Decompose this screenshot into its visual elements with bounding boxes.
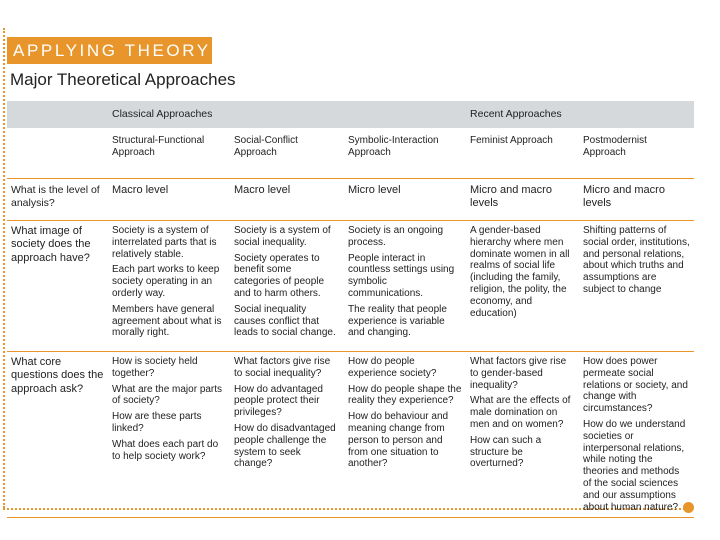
cell-paragraph: Society is a system of interrelated parts that is relatively stable. [112,225,217,260]
table-cell [108,352,230,518]
cell-paragraph: How does power permeate social relations or society, and change with circumstances? [583,356,688,415]
cell-paragraph: How do we understand societies or interpersonal relations, while noting the theories and methods of the social sciences and our assumptions about human nature? [583,418,686,513]
empty-name-cell [7,128,108,179]
table-cell [230,352,344,518]
cell-paragraph: What are the effects of male domination on men and on women? [470,395,571,430]
recent-group-header: Recent Approaches [466,101,694,128]
table-cell [344,352,466,518]
left-dotted-border [3,28,5,508]
cell-paragraph: How do advantaged people protect their privileges? [234,383,323,419]
cell-paragraph: How do disadvantaged people challenge the system to seek change? [234,422,336,470]
table-cell: Micro level [344,179,466,221]
cell-paragraph: Society operates to benefit some categories of people and to harm others. [234,252,325,299]
table-cell [344,221,466,352]
approach-name: Social-Conflict Approach [230,128,344,179]
cell-paragraph: What does each part do to help society work? [112,438,219,462]
approach-name: Feminist Approach [466,128,579,179]
cell-paragraph: The reality that people experience is variable and changing. [348,303,447,339]
empty-corner-cell [7,101,108,128]
cell-paragraph: What factors give rise to social inequality? [234,356,331,379]
table-cell [579,221,694,352]
classical-group-header: Classical Approaches [108,101,466,128]
table-cell [466,352,579,518]
cell-paragraph: Social inequality causes conflict that leads to social change. [234,303,336,339]
table-row-image [7,221,694,352]
cell-paragraph: How do people experience society? [348,356,437,379]
cell-paragraph: Each part works to keep society operating in an orderly way. [112,264,220,299]
cell-paragraph: People interact in countless settings using symbolic communications. [348,252,455,299]
cell-paragraph: What factors give rise to gender-based inequality? [470,356,567,391]
table-cell [230,221,344,352]
cell-paragraph: Society is a system of social inequality. [234,225,331,248]
theory-table [7,101,694,518]
group-header-row [7,101,694,128]
cell-paragraph: How do people shape the reality they experience? [348,383,462,407]
table-cell: Micro and macro levels [579,179,694,221]
cell-paragraph: How do behaviour and meaning change from person to person and from one situation to another? [348,411,449,470]
table-cell: Micro and macro levels [466,179,579,221]
cell-paragraph: What are the major parts of society? [112,383,223,407]
cell-paragraph: Society is an ongoing process. [348,225,444,248]
table-cell: Macro level [108,179,230,221]
row-question: What is the level of analysis? [7,179,108,221]
table-row-level [7,179,694,221]
row-question: What image of society does the approach have? [7,221,108,352]
approach-name: Postmodernist Approach [579,128,694,179]
page-title: Major Theoretical Approaches [10,70,236,89]
cell-paragraph: A gender-based hierarchy where men dominate women in all realms of social life (including the family, religion, the polity, the economy, and education) [470,225,570,319]
cell-paragraph: How can such a structure be overturned? [470,434,542,470]
cell-paragraph: Shifting patterns of social order, institutions, and personal relations, about which truths and assumptions are subject to change [583,225,690,295]
table-cell: Macro level [230,179,344,221]
table-cell [108,221,230,352]
cell-paragraph: Members have general agreement about what is morally right. [112,303,222,339]
table-cell [579,352,694,518]
table-cell [466,221,579,352]
table-row-core-questions [7,352,694,518]
approach-name: Symbolic-Interaction Approach [344,128,466,179]
cell-paragraph: How are these parts linked? [112,411,202,434]
applying-theory-banner: APPLYING THEORY [7,37,212,64]
row-question: What core questions does the approach ask? [7,352,108,518]
approach-name: Structural-Functional Approach [108,128,230,179]
approach-name-row [7,128,694,179]
cell-paragraph: How is society held together? [112,356,198,379]
